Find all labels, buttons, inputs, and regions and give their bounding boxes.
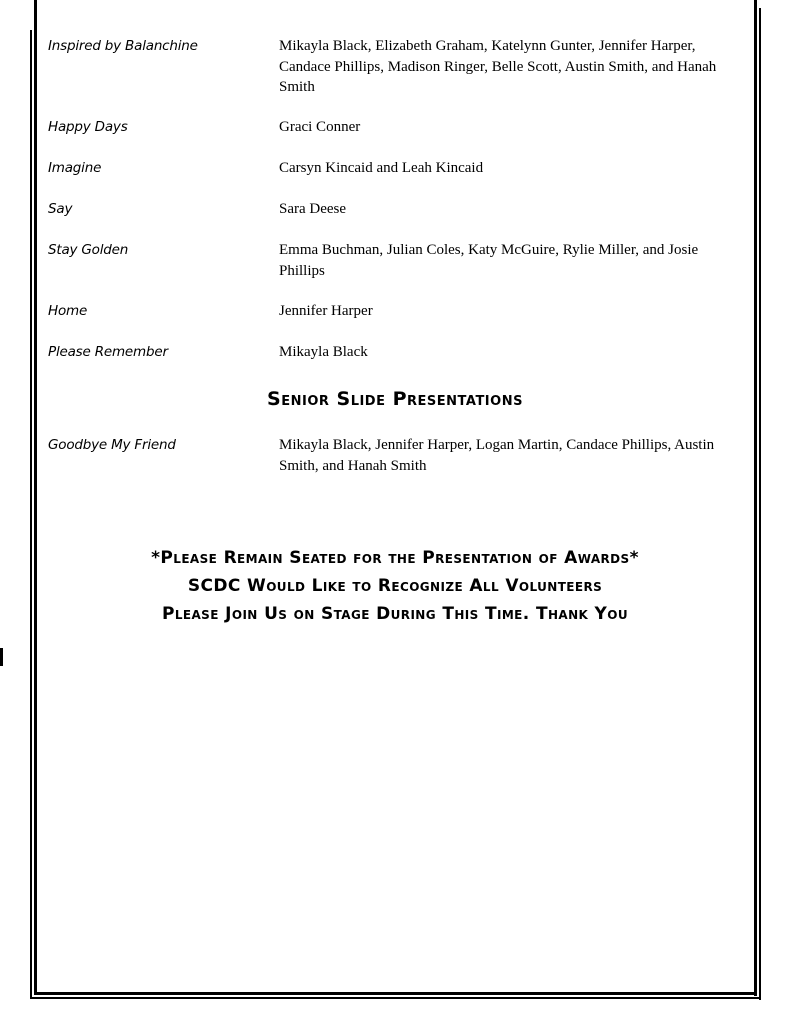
dance-title: Happy Days (48, 119, 128, 135)
awards-notice (0, 544, 790, 628)
dance-title: Home (48, 303, 88, 319)
performer-list: Mikayla Black, Jennifer Harper, Logan Martin, Candace Phillips, Austin Smith, and Hanah Smith (279, 437, 715, 474)
performer-list: Emma Buchman, Julian Coles, Katy McGuire, Rylie Miller, and Josie Phillips (279, 242, 699, 279)
section-heading: Senior Slide Presentations (267, 388, 523, 410)
edge-mark (0, 648, 3, 666)
performer-list: Jennifer Harper (279, 303, 373, 319)
notice-line-stage: Please Join Us on Stage During This Time. Thank You (161, 604, 629, 624)
page-border-left (34, 0, 37, 995)
page-border-bottom-outer (30, 997, 761, 999)
performer-list: Carsyn Kincaid and Leah Kincaid (279, 160, 484, 176)
dance-title: Inspired by Balanchine (48, 38, 198, 54)
performer-list: Mikayla Black (279, 344, 368, 360)
page-border-right (754, 0, 757, 996)
performer-list: Mikayla Black, Elizabeth Graham, Katelynn Gunter, Jennifer Harper, Candace Phillips, Madison Ringer, Belle Scott, Austin Smith, and Hanah Smith (279, 38, 717, 95)
page-border-bottom (34, 992, 757, 995)
page-border-left-outer (30, 30, 32, 998)
dance-title: Imagine (48, 160, 102, 176)
dance-title: Stay Golden (48, 242, 129, 258)
performer-list: Graci Conner (279, 119, 361, 135)
dance-title: Say (48, 201, 73, 217)
dance-title: Please Remember (48, 344, 168, 360)
notice-line-volunteers: SCDC Would Like to Recognize All Volunteers (187, 576, 603, 596)
performer-list: Sara Deese (279, 201, 347, 217)
dance-title: Goodbye My Friend (48, 437, 176, 453)
notice-line-seated: *Please Remain Seated for the Presentation of Awards* (151, 548, 639, 568)
page-border-right-outer (759, 8, 761, 1000)
